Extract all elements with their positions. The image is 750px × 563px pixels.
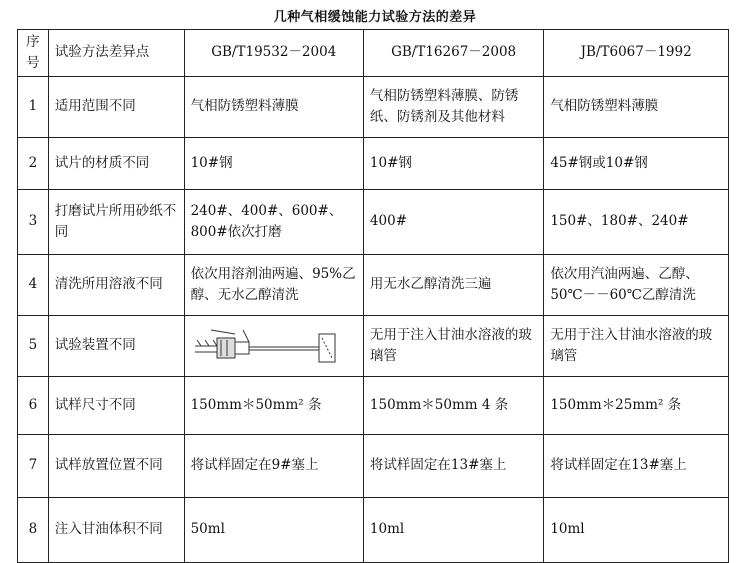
table-row (18, 376, 729, 434)
cell-gb16267: 将试样固定在13#塞上 (363, 434, 543, 497)
cell-gb16267: 无用于注入甘油水溶液的玻璃管 (363, 315, 543, 376)
row-number: 7 (18, 434, 49, 497)
row-item: 试样尺寸不同 (48, 376, 184, 434)
row-item: 打磨试片所用砂纸不同 (48, 189, 184, 254)
cell-gb19532: 240#、400#、600#、800#依次打磨 (184, 189, 363, 254)
cell-gb16267: 10ml (363, 497, 543, 562)
table-row (18, 315, 729, 376)
header-no: 序号 (18, 30, 49, 77)
cell-gb19532-apparatus (184, 315, 363, 376)
cell-gb16267: 用无水乙醇清洗三遍 (363, 254, 543, 315)
cell-gb16267: 150mm＊50mm 4 条 (363, 376, 543, 434)
cell-gb19532: 10#钢 (184, 137, 363, 189)
row-number: 4 (18, 254, 49, 315)
comparison-table (17, 29, 729, 563)
apparatus-diagram-icon (191, 326, 341, 366)
cell-gb16267: 10#钢 (363, 137, 543, 189)
header-gb19532: GB/T19532－2004 (184, 30, 363, 77)
row-item: 试片的材质不同 (48, 137, 184, 189)
row-item: 适用范围不同 (48, 76, 184, 137)
table-title: 几种气相缓蚀能力试验方法的差异 (273, 10, 477, 25)
table-row (18, 137, 729, 189)
cell-gb16267: 400# (363, 189, 543, 254)
cell-jb6067: 150#、180#、240# (544, 189, 729, 254)
table-row (18, 76, 729, 137)
row-number: 6 (18, 376, 49, 434)
row-item: 清洗所用溶液不同 (48, 254, 184, 315)
header-item: 试验方法差异点 (48, 30, 184, 77)
row-number: 2 (18, 137, 49, 189)
header-row (18, 30, 729, 77)
row-number: 8 (18, 497, 49, 562)
cell-gb16267: 气相防锈塑料薄膜、防锈纸、防锈剂及其他材料 (363, 76, 543, 137)
row-number: 3 (18, 189, 49, 254)
cell-jb6067: 气相防锈塑料薄膜 (544, 76, 729, 137)
cell-gb19532: 50ml (184, 497, 363, 562)
table-row (18, 497, 729, 562)
row-item: 注入甘油体积不同 (48, 497, 184, 562)
cell-gb19532: 依次用溶剂油两遍、95%乙醇、无水乙醇清洗 (184, 254, 363, 315)
cell-jb6067: 10ml (544, 497, 729, 562)
cell-jb6067: 依次用汽油两遍、乙醇、50℃－－60℃乙醇清洗 (544, 254, 729, 315)
table-row (18, 189, 729, 254)
cell-jb6067: 150mm＊25mm² 条 (544, 376, 729, 434)
row-number: 1 (18, 76, 49, 137)
cell-jb6067: 将试样固定在13#塞上 (544, 434, 729, 497)
cell-gb19532: 将试样固定在9#塞上 (184, 434, 363, 497)
row-item: 试样放置位置不同 (48, 434, 184, 497)
cell-gb19532: 150mm＊50mm² 条 (184, 376, 363, 434)
cell-jb6067: 45#钢或10#钢 (544, 137, 729, 189)
table-row (18, 434, 729, 497)
cell-gb19532: 气相防锈塑料薄膜 (184, 76, 363, 137)
table-row (18, 254, 729, 315)
header-jb6067: JB/T6067－1992 (544, 30, 729, 77)
header-gb16267: GB/T16267－2008 (363, 30, 543, 77)
row-item: 试验装置不同 (48, 315, 184, 376)
cell-jb6067: 无用于注入甘油水溶液的玻璃管 (544, 315, 729, 376)
row-number: 5 (18, 315, 49, 376)
